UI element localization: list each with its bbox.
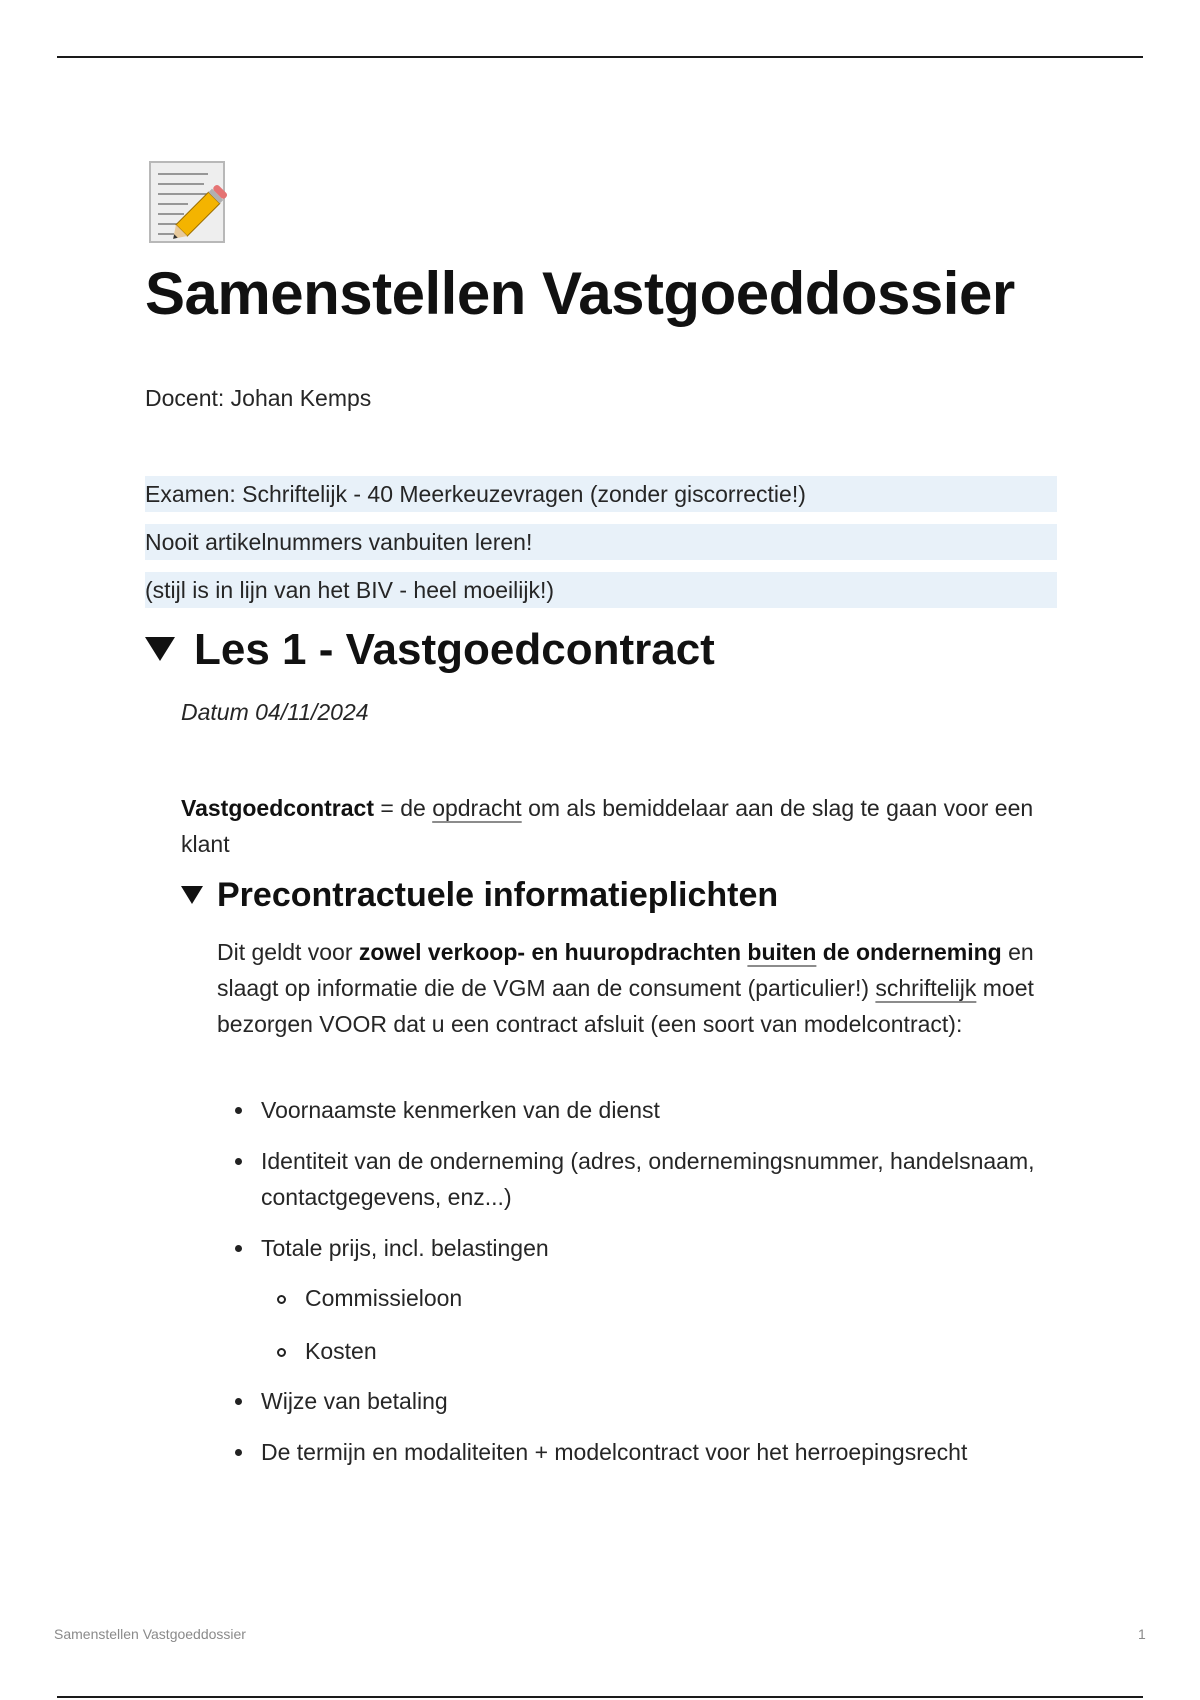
list-item: Totale prijs, incl. belastingen xyxy=(261,1230,1061,1266)
callout-style: (stijl is in lijn van het BIV - heel moeilijk!) xyxy=(145,572,1057,608)
underlined-schriftelijk: schriftelijk xyxy=(875,975,977,1001)
section-heading: Precontractuele informatieplichten xyxy=(217,876,779,914)
definition-paragraph: Vastgoedcontract = de opdracht om als bemiddelaar aan de slag te gaan voor een klant xyxy=(181,795,1034,857)
underlined-buiten: buiten xyxy=(747,939,817,965)
sub-list-item: Commissieloon xyxy=(305,1280,1105,1316)
toggle-triangle-icon[interactable] xyxy=(145,637,175,661)
toggle-triangle-icon[interactable] xyxy=(181,886,203,904)
teacher-line: Docent: Johan Kemps xyxy=(145,385,372,411)
intro-paragraph: Dit geldt voor zowel verkoop- en huuropdrachten buiten de onderneming en slaagt op informatie die de VGM aan de consument (particulier!) schriftelijk moet bezorgen VOOR dat u een contract afsluit (een soort van modelcontract): xyxy=(217,939,1034,1037)
callout-article-numbers: Nooit artikelnummers vanbuiten leren! xyxy=(145,524,1057,560)
list-item: Wijze van betaling xyxy=(261,1383,1061,1419)
memo-pencil-icon xyxy=(148,160,230,246)
bottom-rule xyxy=(57,1696,1143,1698)
footer-title: Samenstellen Vastgoeddossier xyxy=(54,1626,246,1642)
lesson-heading: Les 1 - Vastgoedcontract xyxy=(194,625,715,674)
list-item: Voornaamste kenmerken van de dienst xyxy=(261,1092,1061,1128)
toggle-lesson-1[interactable] xyxy=(145,622,715,678)
page-title: Samenstellen Vastgoeddossier xyxy=(145,260,1015,327)
footer-page-number: 1 xyxy=(1138,1626,1146,1642)
top-rule xyxy=(57,56,1143,58)
lesson-date: Datum 04/11/2024 xyxy=(181,699,369,725)
list-item: De termijn en modaliteiten + modelcontract voor het herroepingsrecht xyxy=(261,1434,1061,1470)
toggle-precontractual[interactable] xyxy=(181,872,778,918)
definition-term: Vastgoedcontract xyxy=(181,795,374,821)
callout-exam: Examen: Schriftelijk - 40 Meerkeuzevragen (zonder giscorrectie!) xyxy=(145,476,1057,512)
underlined-opdracht: opdracht xyxy=(432,795,522,821)
list-item: Identiteit van de onderneming (adres, ondernemingsnummer, handelsnaam, contactgegevens, enz...) xyxy=(261,1143,1061,1215)
sub-list-item: Kosten xyxy=(305,1333,1105,1369)
